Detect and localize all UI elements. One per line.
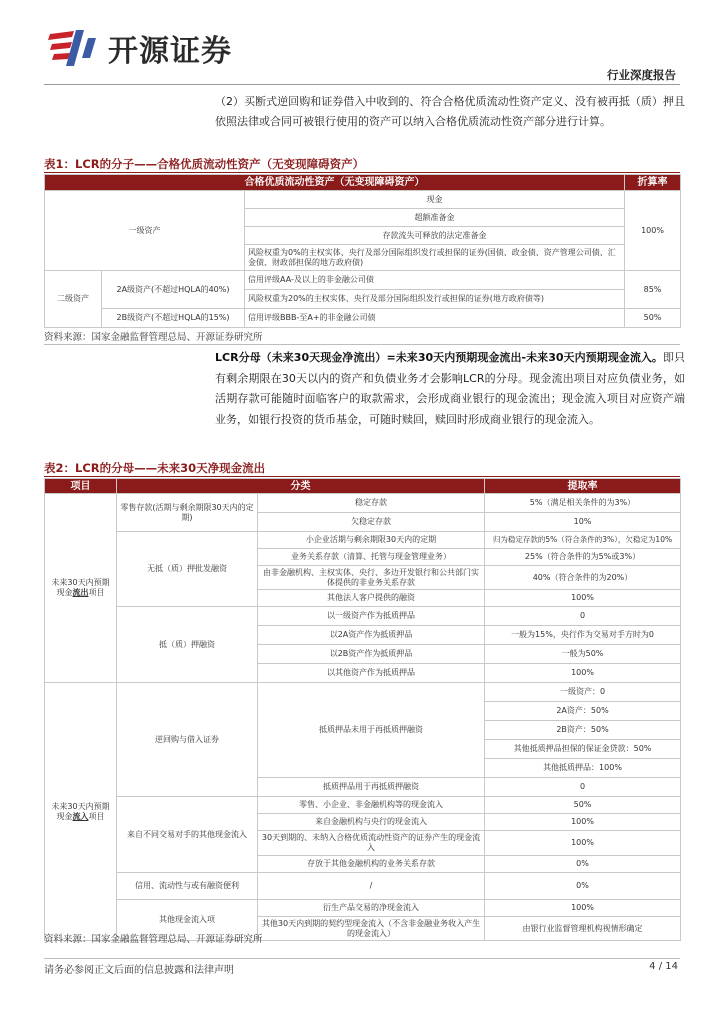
- secured-cat: 以其他资产作为抵质押品: [258, 664, 485, 683]
- level2-label: 二级资产: [45, 271, 102, 328]
- table-row: [45, 271, 681, 290]
- counterparty-cat: 零售、小企业、非金融机构等的现金流入: [258, 797, 485, 814]
- secured-rate: 一般为15%，央行作为交易对手方时为0: [485, 626, 681, 645]
- level2b-rate: 50%: [625, 309, 681, 328]
- other-rate: 100%: [485, 900, 681, 917]
- level2a-item: 风险权重为20%的主权实体、央行及部分国际组织发行或担保的证券(地方政府债等): [245, 290, 625, 309]
- unsecured-label: 无抵（质）押批发融资: [117, 532, 258, 607]
- table2: [44, 478, 681, 941]
- footer-disclaimer: 请务必参阅正文后面的信息披露和法律声明: [44, 965, 234, 976]
- outflow-label: [45, 494, 117, 683]
- retail-cat: 稳定存款: [258, 494, 485, 513]
- inflow-label-pre: 未来30天内预期现金: [51, 801, 110, 821]
- table-row: [45, 900, 681, 917]
- secured-rate: 0: [485, 607, 681, 626]
- table-row: [45, 607, 681, 626]
- unsecured-cat: 业务关系存款（清算、托管与现金管理业务）: [258, 549, 485, 566]
- credit-cat: /: [258, 873, 485, 900]
- level2a-item: 信用评级AA-及以上的非金融公司债: [245, 271, 625, 290]
- level2a-rate: 85%: [625, 271, 681, 309]
- footer-divider: [44, 958, 680, 959]
- inflow-label-post: 项目: [88, 811, 105, 821]
- header-divider: [44, 84, 680, 85]
- company-logo: [44, 26, 232, 70]
- secured-rate: 一般为50%: [485, 645, 681, 664]
- reverse-rate: 0: [485, 778, 681, 797]
- table1: [44, 174, 681, 328]
- reverse-label: 逆回购与借入证券: [117, 683, 258, 797]
- table1-header-rate: 折算率: [625, 175, 681, 191]
- table1-title: 表1：LCR的分子——合格优质流动性资产（无变现障碍资产）: [44, 157, 365, 171]
- unsecured-rate: 40%（符合条件的为20%）: [485, 566, 681, 590]
- reverse-rate: 其他抵质押品：100%: [485, 759, 681, 778]
- level2b-item: 信用评级BBB-至A+的非金融公司债: [245, 309, 625, 328]
- other-label: 其他现金流入项: [117, 900, 258, 941]
- other-cat: 衍生产品交易的净现金流入: [258, 900, 485, 917]
- logo-mark-icon: [44, 28, 106, 68]
- reverse-cat: 抵质押品未用于再抵质押融资: [258, 683, 485, 778]
- table2-header-category: 分类: [117, 479, 485, 494]
- reverse-rate: 其他抵质押品担保的保证金贷款：50%: [485, 740, 681, 759]
- unsecured-rate: 100%: [485, 590, 681, 607]
- outflow-label-key: 流出: [72, 588, 89, 597]
- logo-text: 开源证券: [108, 34, 232, 69]
- intro-paragraph: （2）买断式逆回购和证券借入中收到的、符合合格优质流动性资产定义、没有被再抵（质）押且依照法律或合同可被银行使用的资产可以纳入合格优质流动性资产部分进行计算。: [215, 95, 685, 128]
- counterparty-cat: 来自金融机构与央行的现金流入: [258, 814, 485, 831]
- other-rate: 由银行业监督管理机构视情形确定: [485, 917, 681, 941]
- lcr-denominator-formula: LCR分母（未来30天现金净流出）=未来30天内预期现金流出-未来30天内预期现金流入。: [215, 351, 663, 364]
- credit-label: 信用、流动性与或有融资便利: [117, 873, 258, 900]
- level1-item: 超额准备金: [245, 209, 625, 227]
- secured-cat: 以一级资产作为抵质押品: [258, 607, 485, 626]
- counterparty-cat: 30天到期的、未纳入合格优质流动性资产的证券产生的现金流入: [258, 831, 485, 856]
- reverse-rate: 2B资产：50%: [485, 721, 681, 740]
- table-row: [45, 873, 681, 900]
- counterparty-rate: 100%: [485, 814, 681, 831]
- table1-source-rule: [44, 344, 680, 345]
- page-number: 4 / 14: [649, 961, 678, 972]
- reverse-cat: 抵质押品用于再抵质押融资: [258, 778, 485, 797]
- lcr-denominator-paragraph: [215, 348, 685, 430]
- table2-title-rule: [44, 476, 680, 477]
- table-row: [45, 309, 681, 328]
- reverse-rate: 一级资产：0: [485, 683, 681, 702]
- table-row: [45, 683, 681, 702]
- retail-rate: 5%（满足相关条件的为3%）: [485, 494, 681, 513]
- secured-label: 抵（质）押融资: [117, 607, 258, 683]
- table2-header-item: 项目: [45, 479, 117, 494]
- counterparty-rate: 50%: [485, 797, 681, 814]
- retail-label: 零售存款(活期与剩余期限30天内的定期): [117, 494, 258, 532]
- level2a-label: 2A级资产(不超过HQLA的40%): [102, 271, 245, 309]
- level2b-label: 2B级资产(不超过HQLA的15%): [102, 309, 245, 328]
- page-header: [0, 0, 724, 90]
- table2-header-row: [45, 479, 681, 494]
- outflow-label-pre: 未来30天内预期现金: [51, 578, 110, 597]
- inflow-label: [45, 683, 117, 941]
- table2-source: 资料来源：国家金融监督管理总局、开源证券研究所: [44, 934, 263, 945]
- level1-rate: 100%: [625, 191, 681, 271]
- table1-source: 资料来源：国家金融监督管理总局、开源证券研究所: [44, 332, 263, 343]
- unsecured-cat: 其他法人客户提供的融资: [258, 590, 485, 607]
- counterparty-rate: 100%: [485, 831, 681, 856]
- retail-rate: 10%: [485, 513, 681, 532]
- other-cat: 其他30天内到期的契约型现金流入（不含非金融业务收入产生的现金流入）: [258, 917, 485, 941]
- secured-rate: 100%: [485, 664, 681, 683]
- unsecured-rate: 归为稳定存款的5%（符合条件的3%），欠稳定为10%: [485, 532, 681, 549]
- counterparty-label: 来自不同交易对手的其他现金流入: [117, 797, 258, 873]
- outflow-label-post: 项目: [88, 588, 105, 597]
- secured-cat: 以2A资产作为抵质押品: [258, 626, 485, 645]
- table-row: [45, 797, 681, 814]
- reverse-rate: 2A资产：50%: [485, 702, 681, 721]
- table1-header-asset: 合格优质流动性资产（无变现障碍资产）: [45, 175, 625, 191]
- credit-rate: 0%: [485, 873, 681, 900]
- level1-item: 存款流失可释放的法定准备金: [245, 227, 625, 245]
- level1-label: 一级资产: [45, 191, 245, 271]
- counterparty-cat: 存放于其他金融机构的业务关系存款: [258, 856, 485, 873]
- secured-cat: 以2B资产作为抵质押品: [258, 645, 485, 664]
- retail-cat: 欠稳定存款: [258, 513, 485, 532]
- unsecured-rate: 25%（符合条件的为5%或3%）: [485, 549, 681, 566]
- table2-title: 表2：LCR的分母——未来30天净现金流出: [44, 461, 266, 475]
- level1-item: 现金: [245, 191, 625, 209]
- table2-header-rate: 提取率: [485, 479, 681, 494]
- table1-title-rule: [44, 172, 680, 173]
- lcr-denominator-text: 即只有剩余期限在30天以内的资产和负债业务才会影响LCR的分母。现金流出项目对应负债业务，如活期存款可能随时面临客户的取款需求，会形成商业银行的现金流出；现金流入项目对应资产端业务，如银行投资的货币基金，可随时赎回，赎回时形成商业银行的现金流入。: [215, 351, 685, 426]
- table-row: [45, 191, 681, 209]
- unsecured-cat: 由非金融机构、主权实体、央行、多边开发银行和公共部门实体提供的非业务关系存款: [258, 566, 485, 590]
- counterparty-rate: 0%: [485, 856, 681, 873]
- inflow-label-key: 流入: [72, 811, 89, 821]
- table-row: [45, 494, 681, 513]
- table-row: [45, 532, 681, 549]
- level1-item: 风险权重为0%的主权实体、央行及部分国际组织发行或担保的证券(国债、政金债、资产管理公司债、汇金债、财政部担保的地方政府债): [245, 245, 625, 271]
- report-type: 行业深度报告: [607, 68, 676, 82]
- table1-header-row: [45, 175, 681, 191]
- unsecured-cat: 小企业活期与剩余期限30天内的定期: [258, 532, 485, 549]
